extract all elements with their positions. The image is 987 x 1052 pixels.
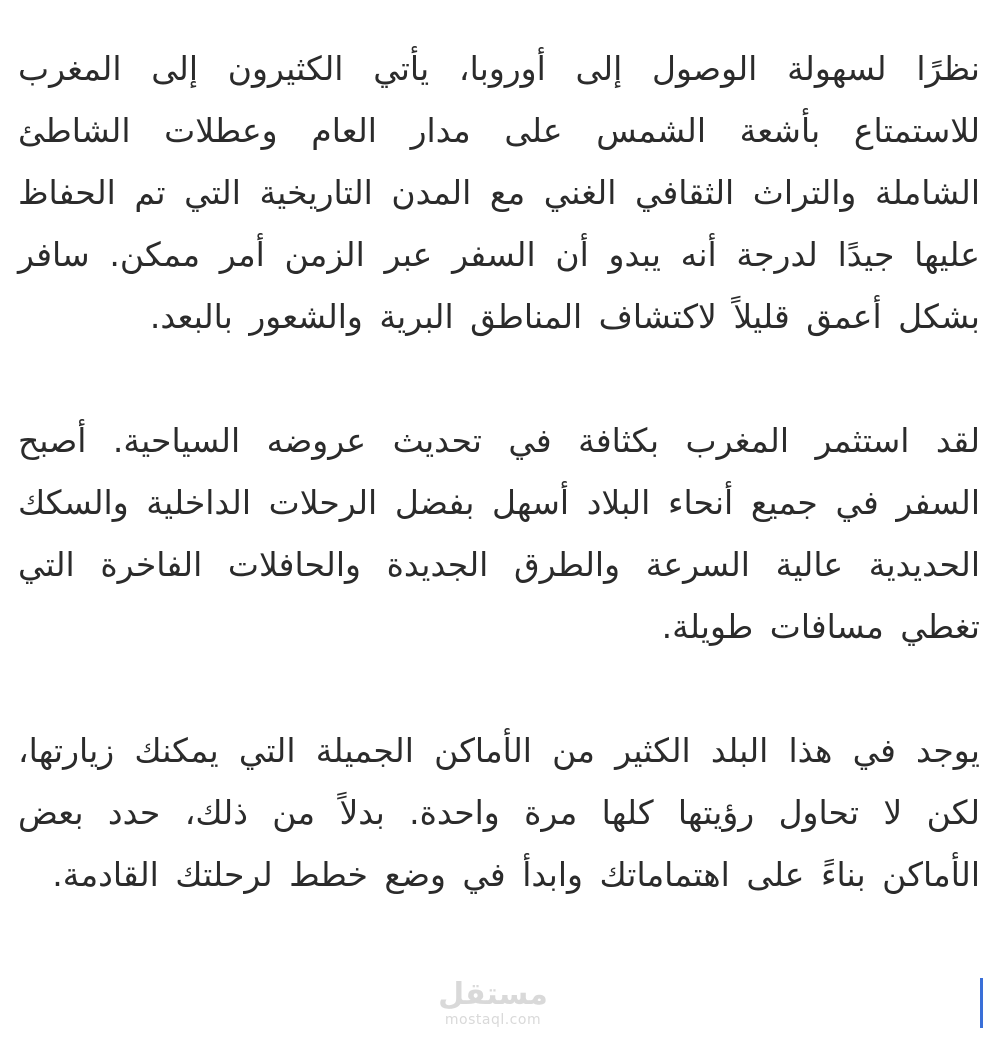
watermark-arabic-text: مستقل: [438, 977, 548, 1012]
watermark-url-text: mostaql.com: [444, 1012, 542, 1028]
article-body: [18, 38, 980, 906]
paragraph-2: لقد استثمر المغرب بكثافة في تحديث عروضه السياحية. أصبح السفر في جميع أنحاء البلاد أسهل بفضل الرحلات الداخلية والسكك الحديدية عالية السرعة والطرق الجديدة والحافلات الفاخرة التي تغطي مسافات طويلة.: [18, 421, 980, 646]
mostaql-watermark-logo: [432, 978, 554, 1028]
text-cursor: [980, 978, 983, 1028]
paragraph-3: يوجد في هذا البلد الكثير من الأماكن الجميلة التي يمكنك زيارتها، لكن لا تحاول رؤيتها كلها مرة واحدة. بدلاً من ذلك، حدد بعض الأماكن بناءً على اهتماماتك وابدأ في وضع خطط لرحلتك القادمة.: [18, 731, 980, 894]
paragraph-1: نظرًا لسهولة الوصول إلى أوروبا، يأتي الكثيرون إلى المغرب للاستمتاع بأشعة الشمس على مدار العام وعطلات الشاطئ الشاملة والتراث الثقافي الغني مع المدن التاريخية التي تم الحفاظ عليها جيدًا لدرجة أنه يبدو أن السفر عبر الزمن أمر ممكن. سافر بشكل أعمق قليلاً لاكتشاف المناطق البرية والشعور بالبعد.: [18, 49, 980, 336]
